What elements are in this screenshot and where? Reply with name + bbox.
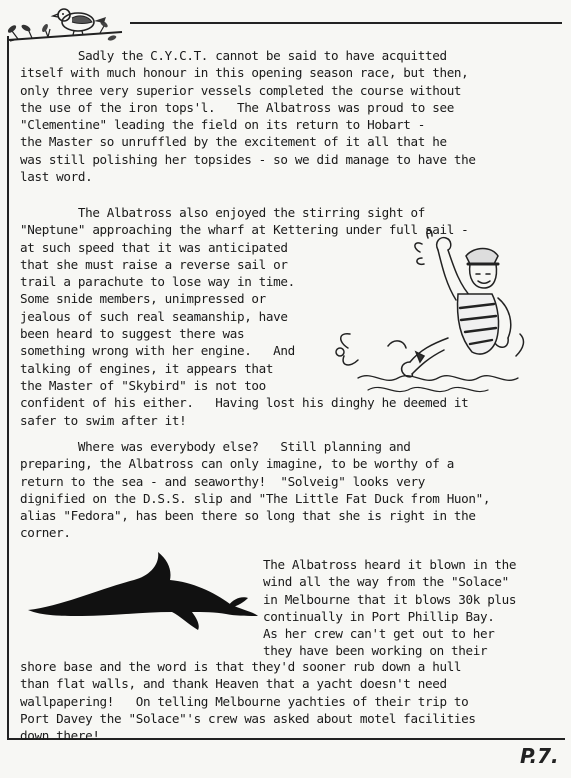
paragraph-solace: The Albatross heard it blown in the wind all the way from the "Solace" in Melbourne that it blows 30k plus continually in Port Phillip Bay. As her crew can't get out to her they have been working on their <box>263 557 517 659</box>
swimming-sailor-illustration <box>328 228 528 398</box>
page-number: P.7. <box>520 744 559 768</box>
frame-left-rule <box>7 36 9 740</box>
paragraph-solace-continued: shore base and the word is that they'd sooner rub down a hull than flat walls, and thank Heaven that a yacht doesn't need wallpapering! On telling Melbourne yachties of their trip to Port Davey the "Solace"'s crew was asked about motel facilities down there! <box>20 659 476 744</box>
birds-on-branch-icon <box>4 2 124 46</box>
paragraph-neptune: The Albatross also enjoyed the stirring sight of "Neptune" approaching the wharf at Kettering under full sail - at such speed that it was anticipated that she must raise a reverse sail or trail a parachute to lose way in time. Some snide members, unimpressed or jealous of such real seamanship, have been heard to suggest there was something wrong with her engine. And talking of engines, it appears that the Master of "Skybird" is not too confident of his either. Having lost his dinghy he deemed it safer to swim after it! <box>20 205 469 428</box>
paragraph-where-was-everybody: Where was everybody else? Still planning and preparing, the Albatross can only imagine, to be worthy of a return to the sea - and seaworthy! "Solveig" looks very dignified on the D.S.S. slip and "The Little Fat Duck from Huon", alias "Fedora", has been there so long that she is right in the corner. <box>20 439 491 541</box>
dolphin-silhouette-icon <box>22 550 262 630</box>
paragraph-acquitted: Sadly the C.Y.C.T. cannot be said to have acquitted itself with much honour in this opening season race, but then, only three very superior vessels completed the course without the use of the iron tops'l. The Albatross was proud to see "Clementine" leading the field on its return to Hobart - the Master so unruffled by the excitement of it all that he was still polishing her topsides - so we did manage to have the last word. <box>20 48 476 185</box>
frame-top-rule <box>130 22 562 24</box>
